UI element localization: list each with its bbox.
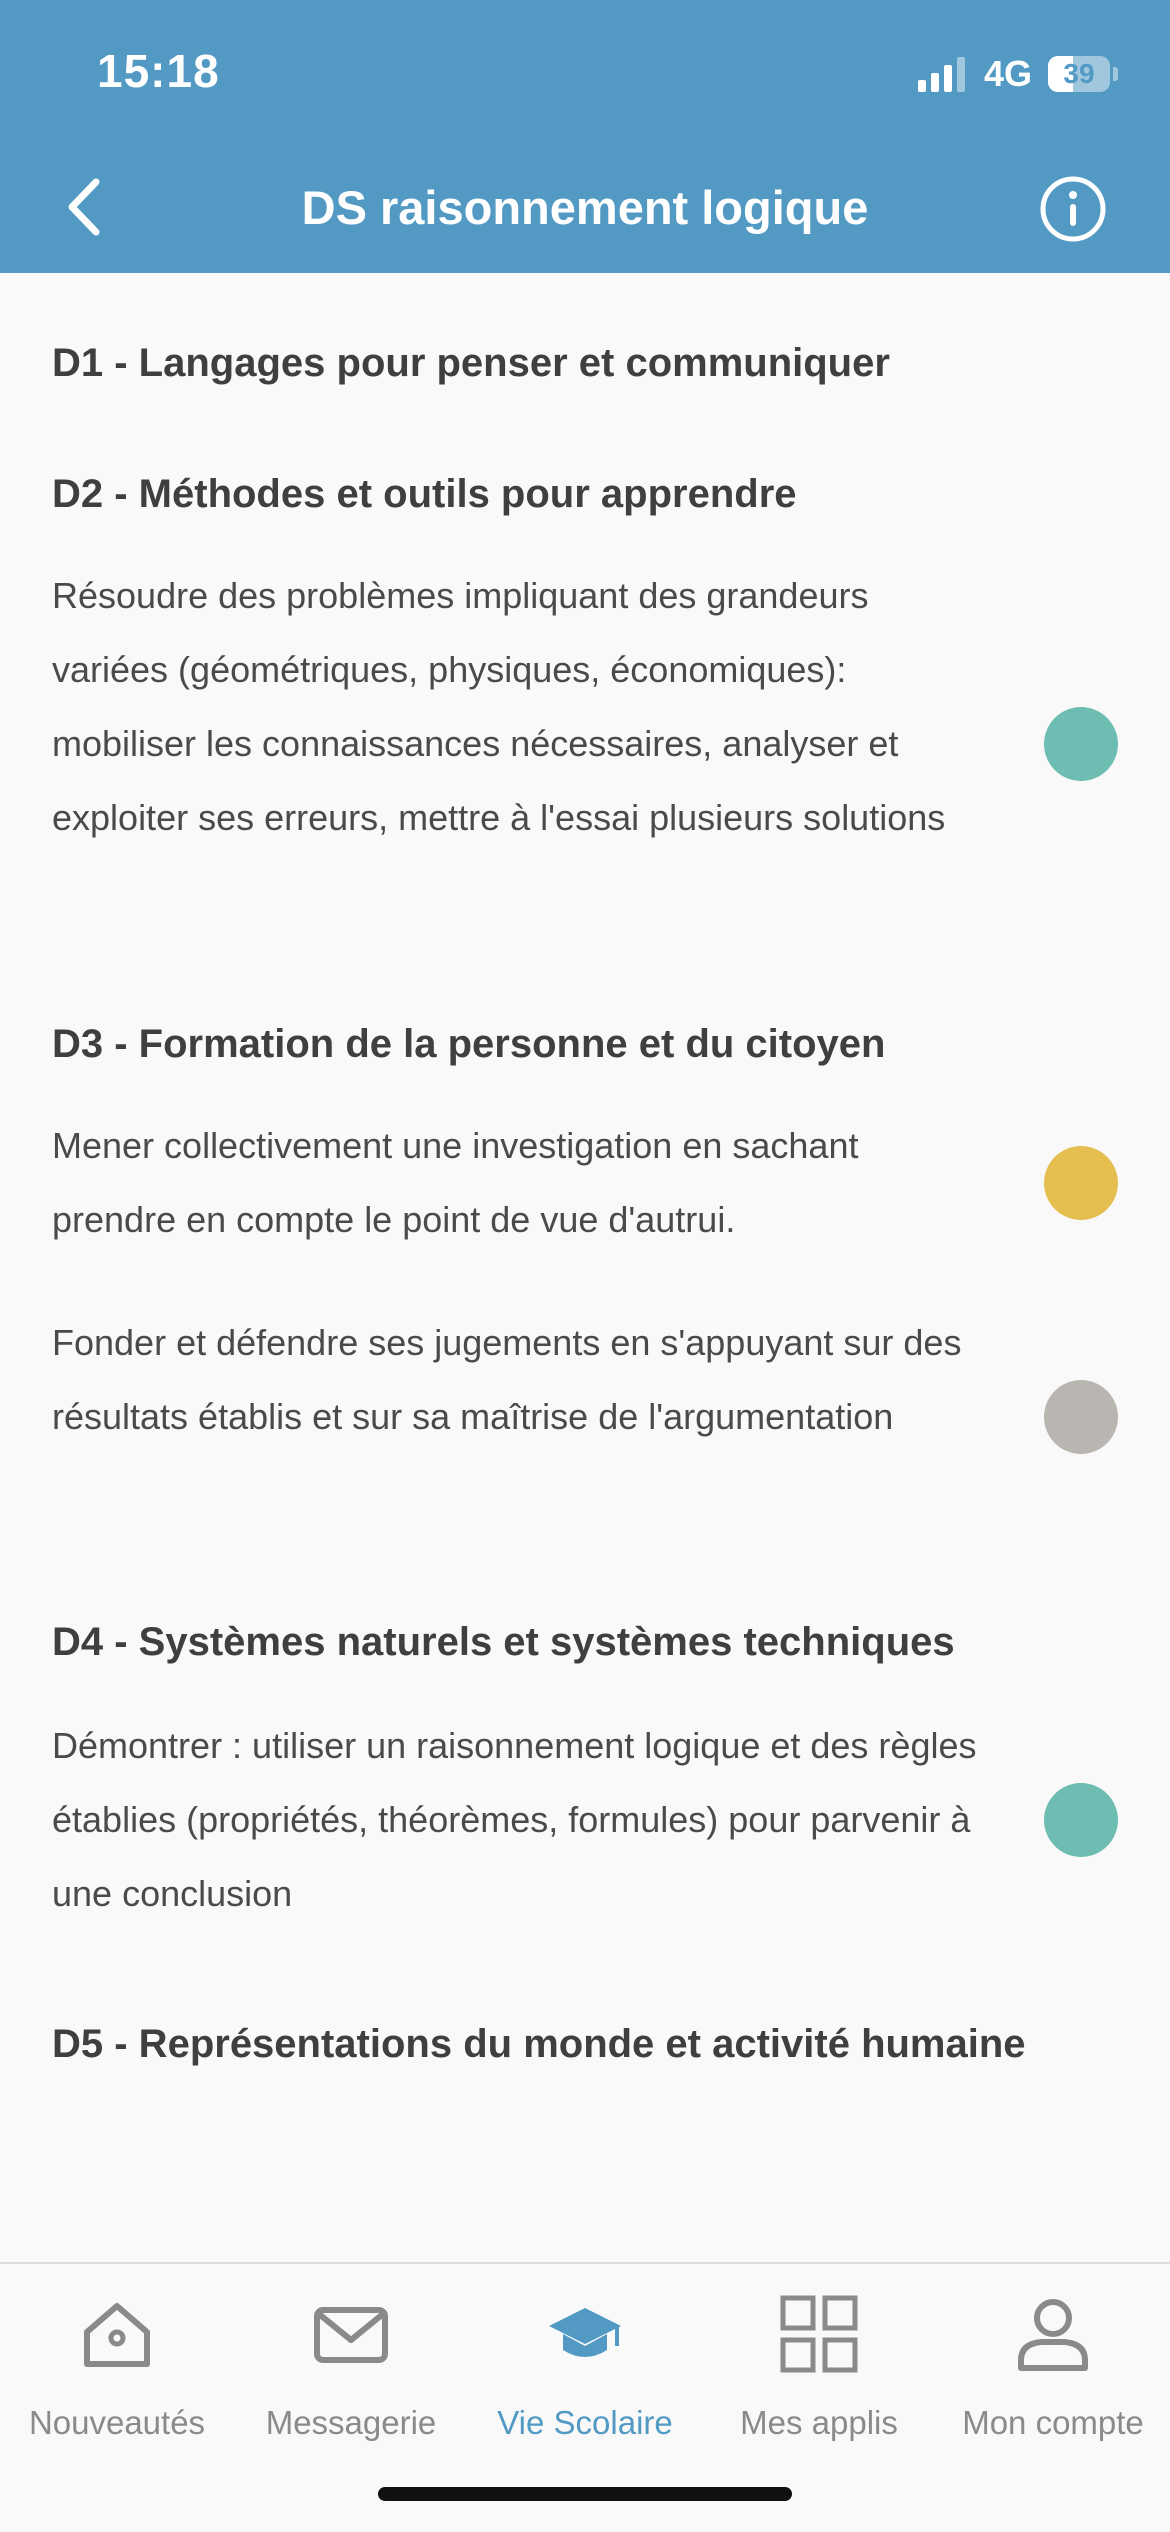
battery-level: 39 <box>1063 58 1095 89</box>
tab-label: Vie Scolaire <box>497 2404 673 2441</box>
tab-label: Nouveautés <box>28 2404 206 2441</box>
status-dot <box>1044 1146 1118 1220</box>
skill-text: Mener collectivement une investigation en sachant prendre en compte le point de vue d'autrui. <box>52 1125 859 1240</box>
skill-row[interactable] <box>52 1109 1118 1257</box>
mail-icon <box>311 2294 391 2374</box>
tab-mes-applis[interactable] <box>702 2294 936 2454</box>
home-indicator[interactable] <box>378 2487 792 2501</box>
status-indicators <box>918 52 1118 96</box>
tab-label: Mes applis <box>740 2404 898 2441</box>
skill-row[interactable] <box>52 1709 1118 1931</box>
tab-label: Mon compte <box>962 2404 1144 2441</box>
graduation-cap-icon <box>545 2294 625 2374</box>
info-button[interactable] <box>1038 174 1108 244</box>
info-circle-icon <box>1038 174 1108 244</box>
domain-heading-d1: D1 - Langages pour penser et communiquer <box>52 341 890 385</box>
status-dot <box>1044 707 1118 781</box>
status-dot <box>1044 1783 1118 1857</box>
app-header <box>0 0 1170 273</box>
domain-heading-d3: D3 - Formation de la personne et du citoyen <box>52 1022 886 1066</box>
skill-text: Résoudre des problèmes impliquant des grandeurs variées (géométriques, physiques, économiques): mobiliser les connaissances nécessaires, analyser et exploiter ses erreurs, mettre à l'essai plusieurs solutions <box>52 575 946 838</box>
tab-vie-scolaire[interactable] <box>468 2294 702 2454</box>
domain-heading-d5: D5 - Représentations du monde et activité humaine <box>52 2022 1026 2066</box>
tab-messagerie[interactable] <box>234 2294 468 2454</box>
skill-row[interactable] <box>52 1306 1118 1454</box>
page-title: DS raisonnement logique <box>301 181 869 234</box>
apps-grid-icon <box>779 2294 859 2374</box>
battery-icon <box>1048 56 1118 92</box>
tab-nouveautes[interactable] <box>0 2294 234 2454</box>
domain-heading-d2: D2 - Méthodes et outils pour apprendre <box>52 472 797 516</box>
tab-label: Messagerie <box>265 2404 437 2441</box>
chevron-left-icon <box>56 172 116 242</box>
signal-icon <box>918 56 968 92</box>
skill-text: Fonder et défendre ses jugements en s'appuyant sur des résultats établis et sur sa maîtrise de l'argumentation <box>52 1322 962 1437</box>
back-button[interactable] <box>56 172 116 242</box>
skill-text: Démontrer : utiliser un raisonnement logique et des règles établies (propriétés, théorèmes, formules) pour parvenir à une conclusion <box>52 1725 977 1914</box>
status-dot <box>1044 1380 1118 1454</box>
home-icon <box>77 2294 157 2374</box>
network-type: 4G <box>983 53 1032 94</box>
tab-mon-compte[interactable] <box>936 2294 1170 2454</box>
user-icon <box>1013 2294 1093 2374</box>
domain-heading-d4: D4 - Systèmes naturels et systèmes techniques <box>52 1620 955 1664</box>
status-time: 15:18 <box>97 45 220 97</box>
skill-row[interactable] <box>52 559 1118 855</box>
